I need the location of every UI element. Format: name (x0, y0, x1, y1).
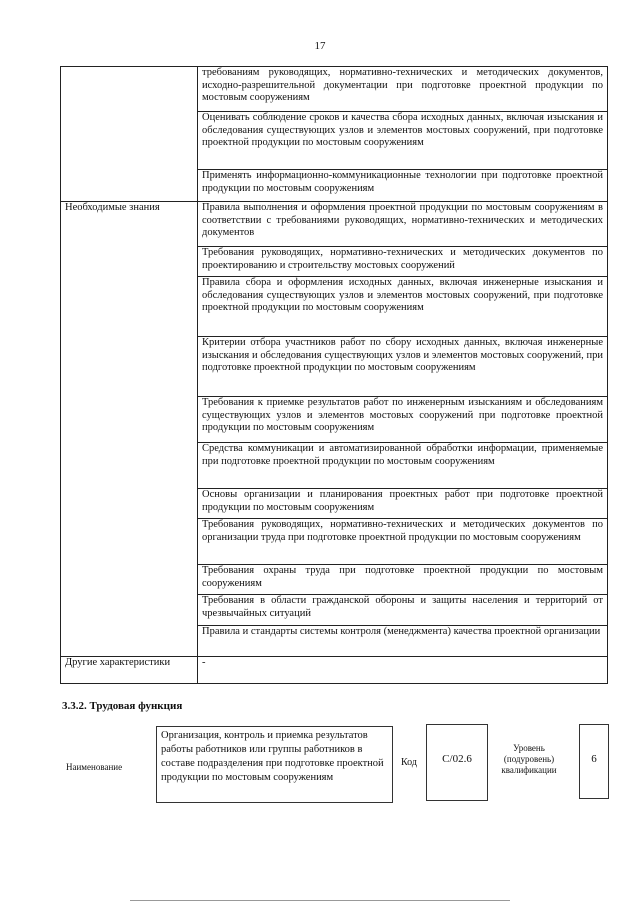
other-characteristics-label: Другие характеристики (61, 657, 198, 684)
knowledge-label: Необходимые знания (61, 202, 198, 657)
table-row (61, 202, 608, 247)
other-characteristics-value: - (198, 657, 608, 684)
table-cell: Правила выполнения и оформления проектной продукции по мостовым сооружениям в соответствии с требованиями руководящих, нормативно-технических и методических документов (198, 202, 608, 247)
table-cell: Критерии отбора участников работ по сбору исходных данных, включая инженерные изыскания и обследования существующих узлов и элементов мостовых сооружений, при подготовке проектной продукции по мостовым сооружениям (198, 337, 608, 397)
table-row (61, 657, 608, 684)
table-cell: Основы организации и планирования проектных работ при подготовке проектной продукции по мостовым сооружениям (198, 489, 608, 519)
code-label: Код (401, 757, 417, 768)
name-value: Организация, контроль и приемка результатов работы работников или группы работников в составе подразделения при подготовке проектной продукции по мостовым сооружениям (161, 730, 384, 783)
code-value: C/02.6 (442, 753, 472, 765)
table-cell: Правила сбора и оформления исходных данных, включая инженерные изыскания и обследования существующих узлов и элементов мостовых сооружений, при подготовке проектной продукции по мостовым сооружениям (198, 277, 608, 337)
section-heading: 3.3.2. Трудовая функция (62, 700, 183, 712)
table-cell: Оценивать соблюдение сроков и качества сбора исходных данных, включая изыскания и обследования существующих узлов и элементов мостовых сооружений, при подготовке проектной продукции по мостовым сооружениям (198, 112, 608, 170)
level-value: 6 (591, 753, 597, 765)
level-box (579, 724, 609, 799)
table-cell: Средства коммуникации и автоматизированной обработки информации, применяемые при подготовке проектной продукции по мостовым сооружениям (198, 443, 608, 489)
table-cell: Требования охраны труда при подготовке проектной продукции по мостовым сооружениям (198, 565, 608, 595)
table-cell: Правила и стандарты системы контроля (менеджмента) качества проектной организации (198, 626, 608, 657)
table-cell: Требования к приемке результатов работ по инженерным изысканиям и обследованиям существующих узлов и элементов мостовых сооружений при подготовке проектной продукции по мостовым сооружениям (198, 397, 608, 443)
knowledge-table (60, 66, 608, 684)
table-label-cell-empty (61, 67, 198, 202)
table-cell: Требования руководящих, нормативно-технических и методических документов по проектированию и строительству мостовых сооружений (198, 247, 608, 277)
table-cell: Применять информационно-коммуникационные технологии при подготовке проектной продукции по мостовым сооружениям (198, 170, 608, 202)
code-box (426, 724, 488, 801)
table-cell: требованиям руководящих, нормативно-технических и методических документов, исходно-разрешительной документации при подготовке проектной продукции по мостовым сооружениям (198, 67, 608, 112)
page-number: 17 (314, 40, 326, 52)
table-cell: Требования руководящих, нормативно-технических и методических документов по организации труда при подготовке проектной продукции по мостовым сооружениям (198, 519, 608, 565)
level-label: Уровень (подуровень) квалификации (501, 743, 557, 775)
divider (130, 900, 510, 901)
name-label: Наименование (66, 762, 123, 772)
name-box (156, 726, 393, 803)
table-cell: Требования в области гражданской обороны и защиты населения и территорий от чрезвычайных ситуаций (198, 595, 608, 626)
table-row (61, 67, 608, 112)
